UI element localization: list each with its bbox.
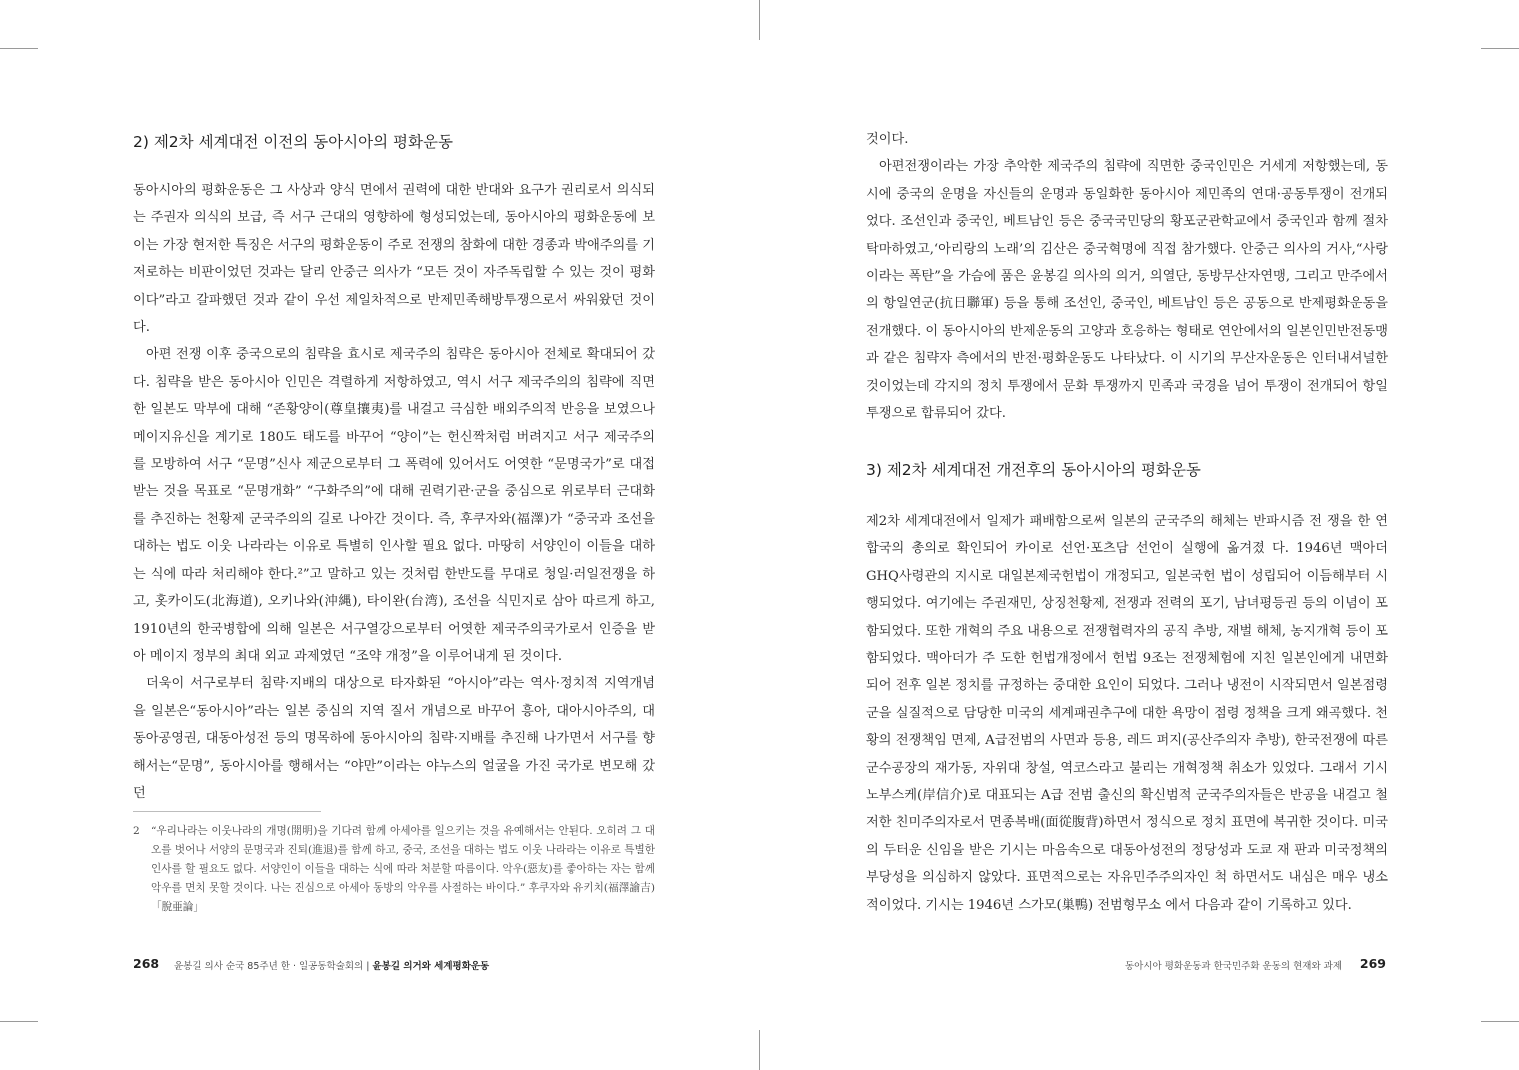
paragraph: 제2차 세계대전에서 일제가 패배함으로써 일본의 군국주의 해체는 반파시즘 전 쟁을 한 연합국의 총의로 확인되어 카이로 선언·포츠담 선언이 실행에 옮겨졌 다. 1946년 맥아더 GHQ사령관의 지시로 대일본제국헌법이 개정되고, 일본국헌 법이 성립되어 이듬해부터 시행되었다. 여기에는 주권재민, 상징천황제, 전쟁과 전력의 포기, 남녀평등권 등의 이념이 포함되었다. 또한 개혁의 주요 내용으로 전쟁협력자의 공직 추방, 재벌 해체, 농지개혁 등이 포함되었다. 맥아더가 주 도한 헌법개정에서 헌법 9조는 전쟁체험에 지친 일본인에게 내면화되어 전후 일본 정치를 규정하는 중대한 요인이 되었다. 그러나 냉전이 시작되면서 일본점령군을 실질적으로 담당한 미국의 세계패권추구에 대한 욕망이 점령 정책을 크게 왜곡했다. 천황의 전쟁책임 면제, A급전범의 사면과 등용, 레드 퍼지(공산주의자 추방), 한국전쟁에 따른 군수공장의 재가동, 자위대 창설, 역코스라고 불리는 개혁정책 취소가 있었다. 그래서 기시 노부스케(岸信介)로 대표되는 A급 전범 출신의 확신범적 군국주의자들은 반공을 내걸고 철저한 친미주의자로서 면종복배(面從腹背)하면서 정식으로 정치 표면에 복귀한 것이다. 미국의 두터운 신임을 받은 기시는 마음속으로 대동아성전의 정당성과 도쿄 재 판과 미국정책의 부당성을 의심하지 않았다. 표면적으로는 자유민주주의자인 척 하면서도 내심은 매우 냉소적이었다. 기시는 1946년 스가모(巣鴨) 전범형무소 에서 다음과 같이 기록하고 있다. [866,514,1388,913]
footnote-rule [133,811,321,812]
running-head-title: 윤봉길 의거와 세계평화운동 [372,961,490,972]
section-heading: 2) 제2차 세계대전 이전의 동아시아의 평화운동 [133,133,453,151]
running-head-text: 윤봉길 의사 순국 85주년 한 · 일공동학술회의 | [174,961,373,972]
paragraph: 동아시아의 평화운동은 그 사상과 양식 면에서 권력에 대한 반대와 요구가 권리로서 의식되는 주권자 의식의 보급, 즉 서구 근대의 영향하에 형성되었는데, 동아시아의 평화운동에 보이는 가장 현저한 특징은 서구의 평화운동이 주로 전쟁의 참화에 대한 경종과 박애주의를 기저로하는 비판이었던 것과는 달리 안중근 의사가 “모든 것이 자주독립할 수 있는 것이 평화이다”라고 갈파했던 것과 같이 우선 제일차적으로 반제민족해방투쟁으로서 싸워왔던 것이다. [133,183,655,336]
paragraph: 아편 전쟁 이후 중국으로의 침략을 효시로 제국주의 침략은 동아시아 전체로 확대되어 갔다. 침략을 받은 동아시아 인민은 격렬하게 저항하였고, 역시 서구 제국주의의 침략에 직면한 일본도 막부에 대해 “존황양이(尊皇攘夷)를 내걸고 극심한 배외주의적 반응을 보였으나 메이지유신을 계기로 180도 태도를 바꾸어 “양이”는 헌신짝처럼 버려지고 서구 제국주의를 모방하여 서구 “문명”신사 제군으로부터 그 폭력에 있어서도 어엿한 “문명국가”로 대접받는 것을 목표로 “문명개화” “구화주의”에 대해 권력기관·군을 중심으로 위로부터 근대화를 추진하는 천황제 군국주의의 길로 나아간 것이다. 즉, 후쿠자와(福澤)가 “중국과 조선을 대하는 법도 이웃 나라라는 이유로 특별히 인사할 필요 없다. 마땅히 서양인이 이들을 대하는 식에 따라 처리해야 한다.²”고 말하고 있는 것처럼 한반도를 무대로 청일·러일전쟁을 하고, 홋카이도(北海道), 오키나와(沖縄), 타이완(台湾), 조선을 식민지로 삼아 따르게 하고, 1910년의 한국병합에 의해 일본은 서구열강으로부터 어엿한 제국주의국가로서 인증을 받아 메이지 정부의 최대 외교 과제였던 “조약 개정”을 이루어내게 된 것이다. [133,347,655,664]
running-head [174,958,489,972]
running-head: 동아시아 평화운동과 한국민주화 운동의 현재와 과제 [1125,961,1342,972]
paragraph: 아편전쟁이라는 가장 추악한 제국주의 침략에 직면한 중국인민은 거세게 저항했는데, 동시에 중국의 운명을 자신들의 운명과 동일화한 동아시아 제민족의 연대·공동투쟁이 전개되었다. 조선인과 중국인, 베트남인 등은 중국국민당의 황포군관학교에서 중국인과 함께 절차탁마하였고,‘아리랑의 노래’의 김산은 중국혁명에 직접 참가했다. 안중근 의사의 거사,“사랑이라는 폭탄”을 가슴에 품은 윤봉길 의사의 의거, 의열단, 동방무산자연맹, 그리고 만주에서의 항일연군(抗日聯軍) 등을 통해 조선인, 중국인, 베트남인 등은 공동으로 반제평화운동을 전개했다. 이 동아시아의 반제운동의 고양과 호응하는 형태로 연안에서의 일본인민반전동맹과 같은 침략자 측에서의 반전·평화운동도 나타났다. 이 시기의 무산자운동은 인터내셔널한 것이었는데 각지의 정치 투쟁에서 문화 투쟁까지 민족과 국경을 넘어 투쟁이 전개되어 항일투쟁으로 합류되어 갔다. [866,159,1388,422]
page-number: 268 [133,956,160,971]
footnote [133,822,655,917]
body-text [133,177,655,807]
section-heading: 3) 제2차 세계대전 개전후의 동아시아의 평화운동 [866,461,1201,479]
body-text [866,126,1388,427]
paragraph: 것이다. [866,132,909,147]
paragraph: 더욱이 서구로부터 침략·지배의 대상으로 타자화된 “아시아”라는 역사·정치적 지역개념을 일본은“동아시아”라는 일본 중심의 지역 질서 개념으로 바꾸어 흥아, 대아시아주의, 대동아공영권, 대동아성전 등의 명목하에 동아시아의 침략·지배를 추진해 나가면서 서구를 향해서는“문명”, 동아시아를 행해서는 “야만”이라는 야누스의 얼굴을 가진 국가로 변모해 갔던 [133,676,655,801]
page-number: 269 [1359,956,1386,971]
footnote-number: 2 [133,825,140,837]
footnote-text: “우리나라는 이웃나라의 개명(開明)을 기다려 함께 아세아를 일으키는 것을 유예해서는 안된다. 오히려 그 대오를 벗어나 서양의 문명국과 진퇴(進退)를 함께 하고, 중국, 조선을 대하는 법도 이웃 나라라는 이유로 특별한 인사를 할 필요도 없다. 서양인이 이들을 대하는 식에 따라 처분할 따름이다. 악우(惡友)를 좋아하는 자는 함께 악우를 면치 못할 것이다. 나는 진심으로 아세아 동방의 악우를 사절하는 바이다.” 후쿠자와 유키치(福澤諭吉)「脫亜論」 [151,825,655,913]
body-text [866,508,1388,919]
